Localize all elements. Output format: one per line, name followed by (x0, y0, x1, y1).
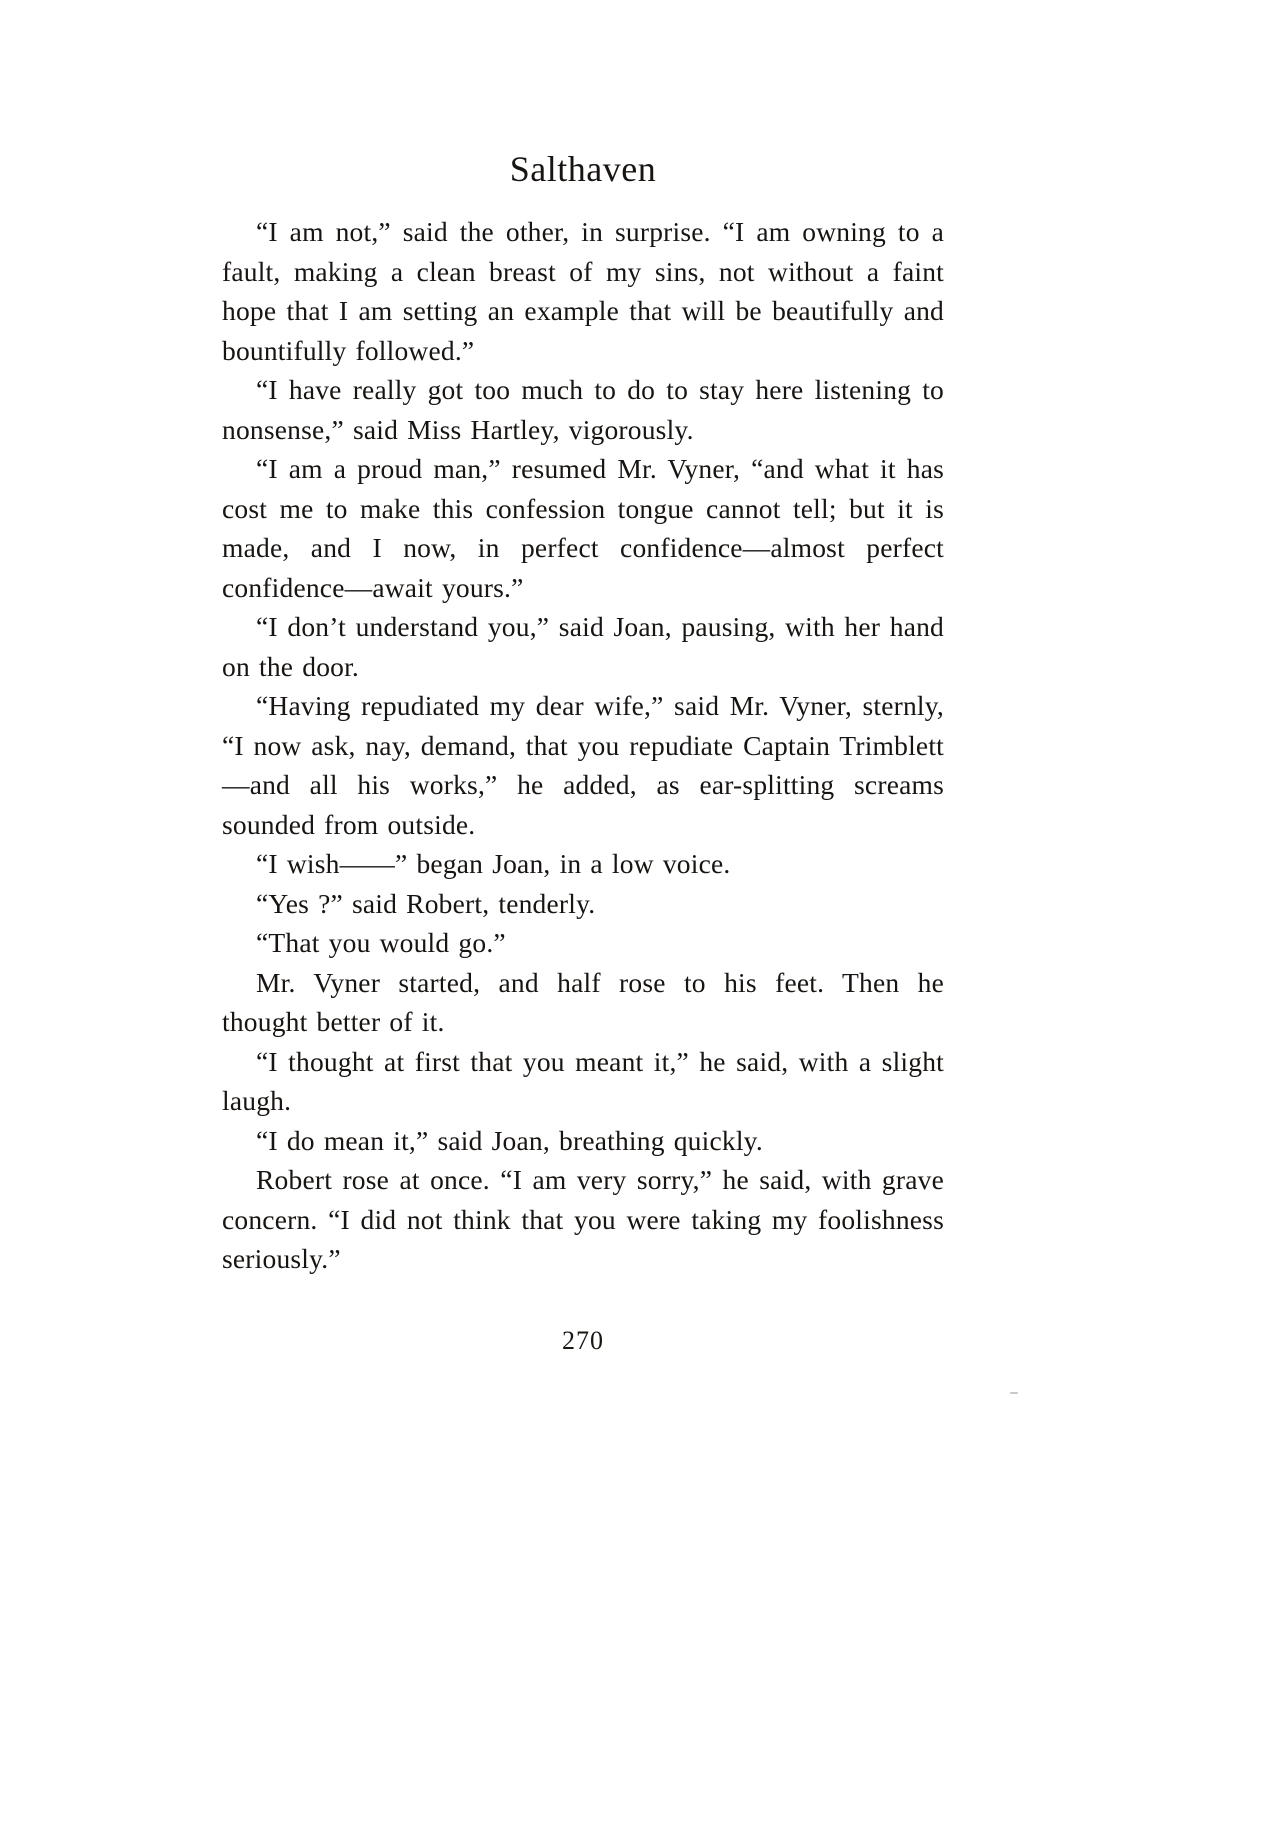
paragraph: “I do mean it,” said Joan, breathing quickly. (256, 1124, 763, 1156)
paragraph: “I wish——” began Joan, in a low voice. (256, 848, 731, 879)
paragraph: “I am not,” said the other, in surprise. “I am owning to a fault, making a clean breast of my sins, not without a faint hope that I am setting an example that will be beautifully and bountifully followed.” (222, 216, 944, 366)
page-number: 270 (562, 1326, 604, 1355)
paragraph: “That you would go.” (256, 927, 506, 958)
text-block (222, 212, 944, 1279)
paragraph: “Yes ?” said Robert, tenderly. (256, 887, 596, 919)
paragraph: Mr. Vyner started, and half rose to his feet. Then he thought better of it. (222, 966, 944, 1037)
page-title: Salthaven (509, 149, 657, 189)
paragraph: “I am a proud man,” resumed Mr. Vyner, “and what it has cost me to make this confession tongue cannot tell; but it is made, and I now, in perfect confidence—almost perfect confidence—await yours.” (222, 453, 944, 603)
paragraph: Robert rose at once. “I am very sorry,” he said, with grave concern. “I did not think that you were taking my foolishness seriously.” (222, 1164, 944, 1274)
paragraph: “I have really got too much to do to stay here listening to nonsense,” said Miss Hartley, vigorously. (222, 374, 944, 445)
paragraph: “Having repudiated my dear wife,” said Mr. Vyner, sternly, “I now ask, nay, demand, that you repudiate Captain Trimblett—and all his works,” he added, as ear-splitting screams sounded from outside. (222, 690, 944, 840)
paragraph: “I don’t understand you,” said Joan, pausing, with her hand on the door. (222, 611, 944, 682)
scan-artifact-mark (1010, 1392, 1018, 1394)
paragraph: “I thought at first that you meant it,” he said, with a slight laugh. (222, 1045, 944, 1116)
